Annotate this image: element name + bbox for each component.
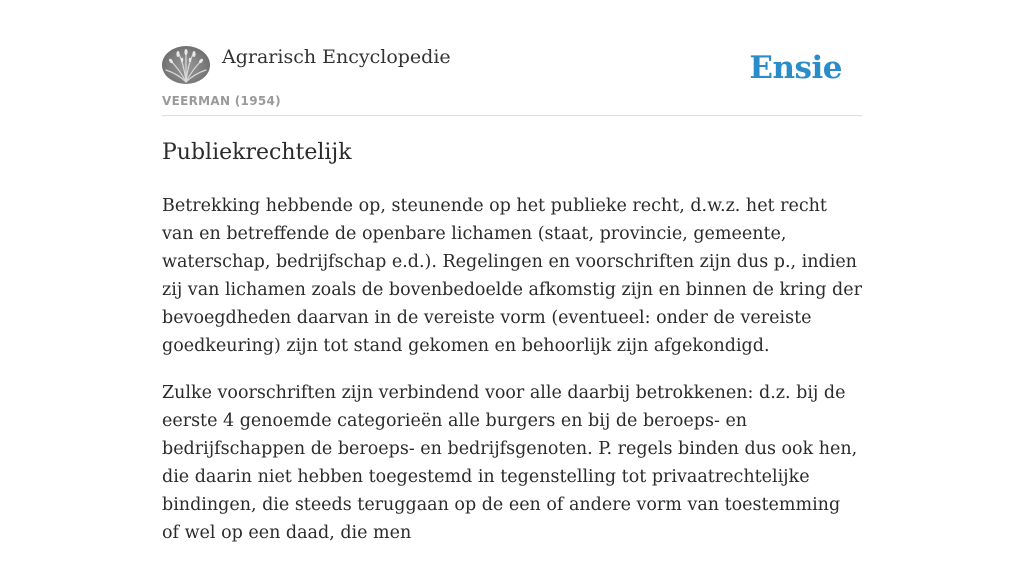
page [162, 0, 862, 543]
author-label: VEERMAN (1954) [162, 94, 281, 108]
encyclopedia-title[interactable]: Agrarisch Encyclopedie [222, 46, 451, 68]
article-body [162, 192, 862, 566]
wheat-logo-icon[interactable] [162, 46, 210, 84]
header [162, 0, 862, 116]
article-paragraph: Zulke voorschriften zijn verbindend voor alle daarbij betrokkenen: d.z. bij de eerste 4 genoemde categorieën alle burgers en bij de beroeps- en bedrijfschappen de beroeps- en bedrijfsgenoten. P. regels binden dus ook hen, die daarin niet hebben toegestemd in tegenstelling tot privaatrechtelijke bindingen, die steeds teruggaan op de een of andere vorm van toestemming of wel op een daad, die men [162, 383, 858, 543]
ensie-brand-logo[interactable]: Ensie [749, 50, 842, 86]
article-title: Publiekrechtelijk [162, 140, 352, 165]
article-paragraph: Betrekking hebbende op, steunende op het publieke recht, d.w.z. het recht van en betreffende de openbare lichamen (staat, provincie, gemeente, waterschap, bedrijfschap e.d.). Regelingen en voorschriften zijn dus p., indien zij van lichamen zoals de bovenbedoelde afkomstig zijn en binnen de kring der bevoegdheden daarvan in de vereiste vorm (eventueel: onder de vereiste goedkeuring) zijn tot stand gekomen en behoorlijk zijn afgekondigd. [162, 196, 862, 356]
